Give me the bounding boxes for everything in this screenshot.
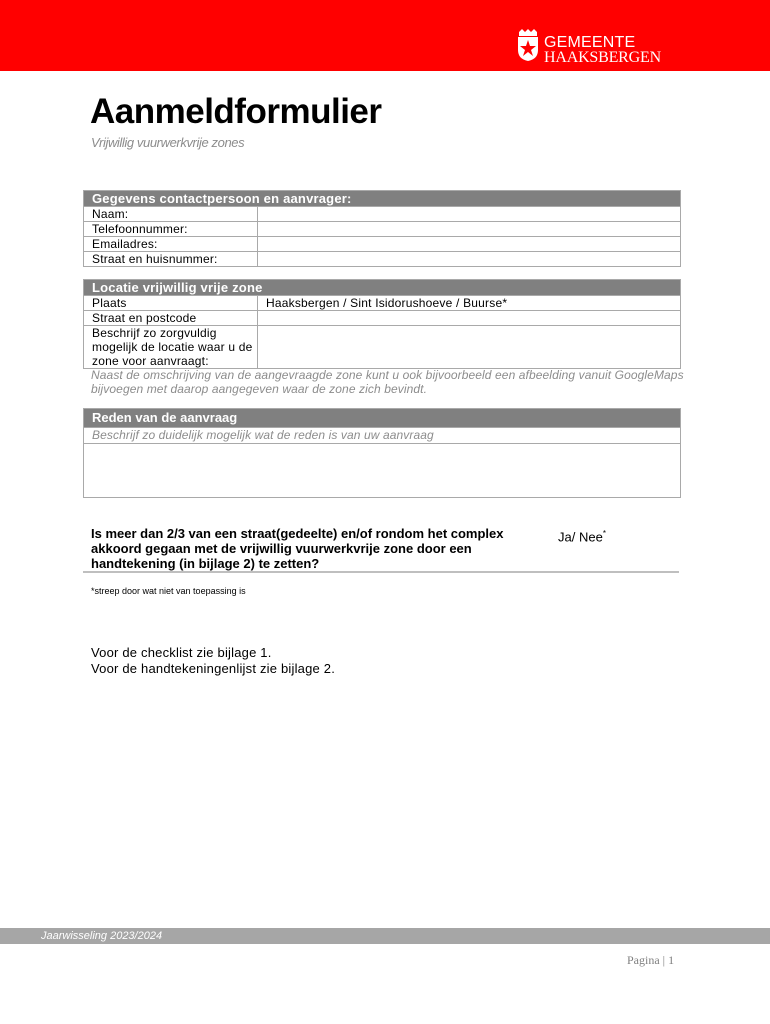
answer-mark: * — [602, 529, 606, 538]
footer-bar — [0, 928, 770, 944]
question-divider — [83, 571, 679, 573]
contact-table — [83, 190, 681, 267]
consent-answer[interactable] — [558, 526, 606, 544]
location-row-straat — [84, 311, 681, 326]
page-number: Pagina | 1 — [627, 953, 675, 967]
contact-row-email — [84, 237, 681, 252]
crest-icon — [516, 28, 540, 62]
logo-line2: HAAKSBERGEN — [544, 49, 661, 66]
contact-heading: Gegevens contactpersoon en aanvrager: — [84, 191, 681, 207]
info-checklist: Voor de checklist zie bijlage 1. — [91, 645, 272, 660]
location-row-beschrijving — [84, 326, 681, 369]
label-plaats: Plaats — [84, 296, 258, 311]
reason-field[interactable] — [84, 444, 680, 498]
beschrijving-field[interactable] — [258, 326, 681, 369]
contact-row-telefoon — [84, 222, 681, 237]
logo-line1: GEMEENTE — [544, 34, 636, 51]
page-subtitle: Vrijwillig vuurwerkvrije zones — [91, 135, 245, 150]
reason-heading: Reden van de aanvraag — [84, 409, 680, 428]
consent-question: Is meer dan 2/3 van een straat(gedeelte) en/of rondom het complex akkoord gegaan met de vrijwillig vuurwerkvrije zone door een handtekening (in bijlage 2) te zetten? — [91, 526, 504, 571]
straat-postcode-field[interactable] — [258, 311, 681, 326]
footnote: *streep door wat niet van toepassing is — [91, 586, 246, 596]
page-title: Aanmeldformulier — [90, 92, 382, 131]
label-telefoon: Telefoonnummer: — [84, 222, 258, 237]
label-beschrijving: Beschrijf zo zorgvuldig mogelijk de locatie waar u de zone voor aanvraagt: — [84, 326, 258, 369]
footer-text: Jaarwisseling 2023/2024 — [41, 930, 163, 942]
label-adres: Straat en huisnummer: — [84, 252, 258, 267]
adres-field[interactable] — [258, 252, 681, 267]
location-heading: Locatie vrijwillig vrije zone — [84, 280, 681, 296]
plaats-field[interactable]: Haaksbergen / Sint Isidorushoeve / Buurse* — [258, 296, 681, 311]
attachment-info — [91, 645, 335, 677]
info-handtekeningen: Voor de handtekeningenlijst zie bijlage 2. — [91, 661, 336, 676]
label-email: Emailadres: — [84, 237, 258, 252]
email-field[interactable] — [258, 237, 681, 252]
location-note: Naast de omschrijving van de aangevraagde zone kunt u ook bijvoorbeeld een afbeelding vanuit GoogleMaps bijvoegen met daarop aangegeven waar de zone zich bevindt. — [91, 368, 684, 396]
location-row-plaats — [84, 296, 681, 311]
contact-row-adres — [84, 252, 681, 267]
gemeente-logo — [514, 24, 684, 66]
label-straat-postcode: Straat en postcode — [84, 311, 258, 326]
location-table — [83, 279, 681, 369]
reason-hint: Beschrijf zo duidelijk mogelijk wat de reden is van uw aanvraag — [84, 428, 680, 444]
answer-text: Ja/ Nee — [558, 529, 603, 545]
reason-box — [83, 408, 681, 498]
naam-field[interactable] — [258, 207, 681, 222]
telefoon-field[interactable] — [258, 222, 681, 237]
contact-row-naam — [84, 207, 681, 222]
label-naam: Naam: — [84, 207, 258, 222]
